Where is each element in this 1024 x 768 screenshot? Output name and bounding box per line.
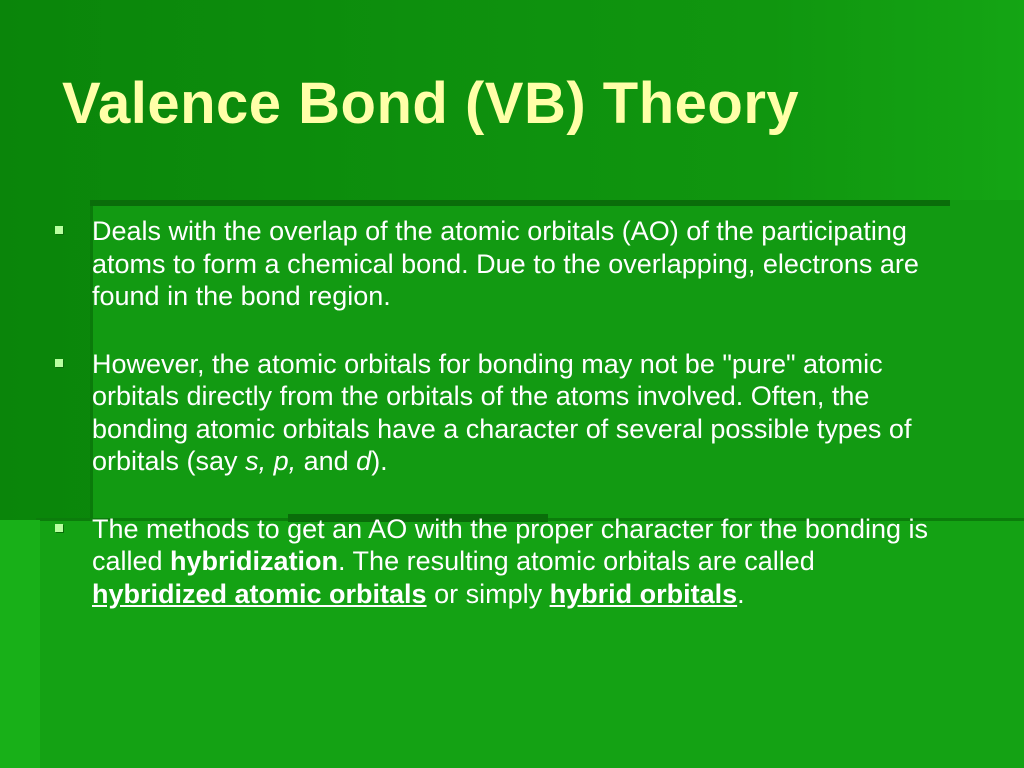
italic-term: s, p, bbox=[245, 446, 297, 476]
square-bullet-icon bbox=[55, 226, 63, 234]
bold-term-hybridization: hybridization bbox=[170, 546, 339, 576]
bullet-text bbox=[92, 513, 952, 611]
bullet-text-segment: The methods to get an AO with the proper character for the bonding is called bbox=[92, 513, 928, 576]
background-panel-left bbox=[0, 520, 40, 768]
bullet-item bbox=[52, 513, 952, 611]
bullet-text bbox=[92, 348, 952, 478]
bullet-text-segment: and bbox=[296, 446, 357, 476]
italic-term: d bbox=[356, 446, 372, 476]
bullet-text-segment: or simply bbox=[426, 578, 550, 609]
bullet-text-segment: . bbox=[737, 578, 745, 609]
decorative-line-top bbox=[90, 200, 950, 206]
underlined-term-hybrid-orbitals: hybrid orbitals bbox=[549, 578, 738, 609]
bullet-text-segment: . The resulting atomic orbitals are called bbox=[338, 546, 815, 576]
square-bullet-icon bbox=[55, 359, 63, 367]
underlined-term-hybridized-atomic-orbitals: hybridized atomic orbitals bbox=[92, 578, 427, 609]
bullet-item bbox=[52, 348, 952, 478]
bullet-text bbox=[92, 215, 952, 313]
bullet-list bbox=[52, 215, 952, 610]
bullet-text-segment: ). bbox=[371, 446, 388, 476]
slide-title: Valence Bond (VB) Theory bbox=[62, 71, 800, 136]
square-bullet-icon bbox=[55, 524, 63, 532]
bullet-item bbox=[52, 215, 952, 313]
bullet-text-segment: However, the atomic orbitals for bonding may not be "pure" atomic orbitals directly from the orbitals of the atoms involved. Often, the bonding atomic orbitals have a character of several possible types of orbitals (say bbox=[92, 348, 912, 476]
bullet-text-segment: Deals with the overlap of the atomic orbitals (AO) of the participating atoms to form a chemical bond. Due to the overlapping, electrons are found in the bond region. bbox=[92, 216, 919, 311]
